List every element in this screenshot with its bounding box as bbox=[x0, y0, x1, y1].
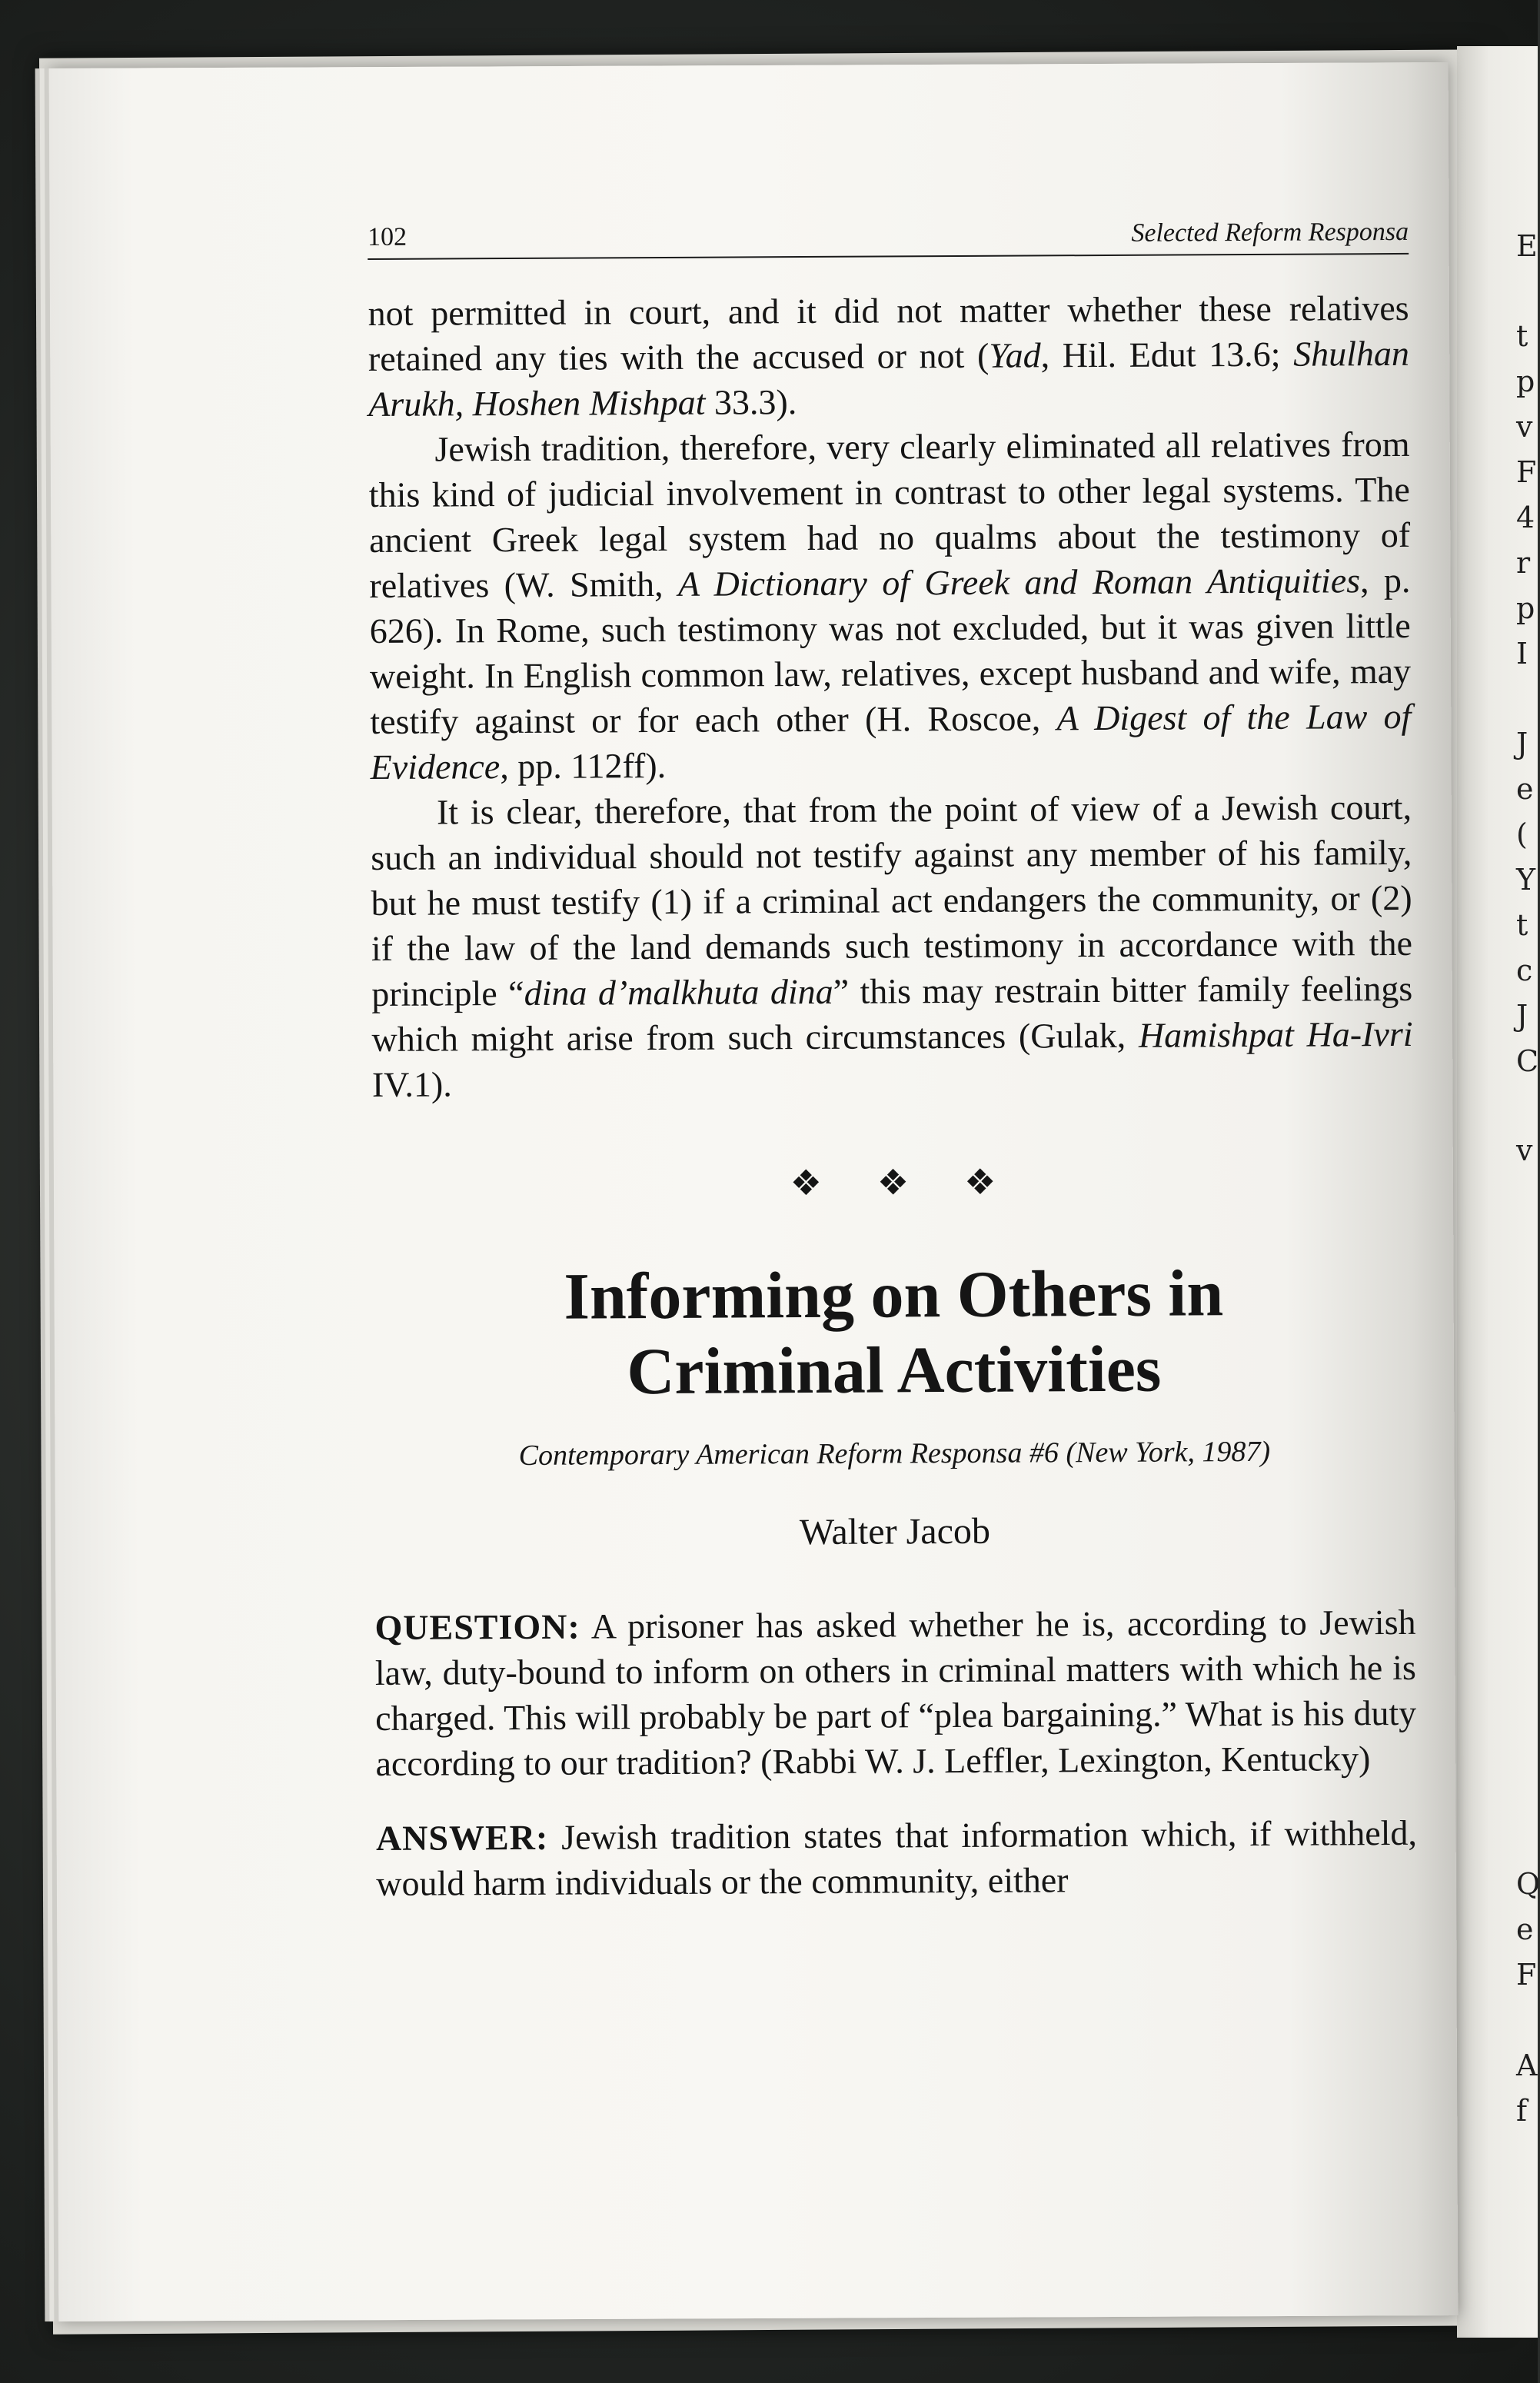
edge-letter: C bbox=[1516, 1044, 1539, 1078]
question-label: QUESTION: bbox=[374, 1606, 580, 1647]
ornament-icon: ❖ bbox=[876, 1163, 940, 1203]
edge-letter: v bbox=[1516, 1133, 1533, 1167]
edge-letter: A bbox=[1516, 2049, 1538, 2082]
edge-letter: t bbox=[1516, 908, 1528, 942]
edge-letter: e bbox=[1516, 772, 1534, 806]
answer-label: ANSWER: bbox=[375, 1817, 549, 1858]
edge-letter: J bbox=[1516, 727, 1528, 760]
paragraph-continuation: not permitted in court, and it did not matter whether these relatives retained any ties with the accused or not (Yad, Hil. Edut 13.6; Shulhan Arukh, Hoshen Mishpat 33.3). bbox=[368, 288, 1410, 424]
edge-letter: f bbox=[1516, 2094, 1528, 2128]
edge-letter: Y bbox=[1516, 863, 1536, 897]
book-title: Selected Reform Responsa bbox=[1131, 217, 1409, 248]
page-text bbox=[368, 218, 1417, 1906]
edge-letter: r bbox=[1516, 546, 1531, 580]
edge-letter: c bbox=[1516, 954, 1533, 987]
edge-letter: v bbox=[1516, 410, 1533, 444]
edge-letter: p bbox=[1516, 591, 1535, 625]
edge-letter: E bbox=[1516, 229, 1538, 263]
section-ornament bbox=[372, 1159, 1413, 1206]
edge-letter: t bbox=[1516, 319, 1528, 353]
paragraph-conclusion: It is clear, therefore, that from the point of view of a Jewish court, such an individual should not testify against any member of his family, but he must testify (1) if a criminal act endangers the community, or (2) if the law of the land demands such testimony in accordance with the principle “dina d’malkhuta dina” this may restrain bitter family feelings which might arise from such circumstances (Gulak, Hamishpat Ha-Ivri IV.1). bbox=[371, 787, 1413, 1104]
ornament-icon: ❖ bbox=[790, 1163, 853, 1203]
running-head bbox=[368, 218, 1409, 260]
edge-letter: 4 bbox=[1516, 501, 1535, 534]
edge-letter: p bbox=[1516, 364, 1535, 398]
question-paragraph: QUESTION: A prisoner has asked whether he is, according to Jewish law, duty-bound to inform on others in criminal matters with which he is charged. This will probably be part of “plea bargaining.” What is his duty according to our tradition? (Rabbi W. J. Leffler, Lexington, Kentucky) bbox=[374, 1602, 1417, 1783]
edge-letter: F bbox=[1516, 1958, 1537, 1992]
article-subtitle: Contemporary American Reform Responsa #6 (New York, 1987) bbox=[518, 1435, 1271, 1472]
edge-letter: I bbox=[1516, 637, 1528, 671]
article-title: Informing on Others in Criminal Activities bbox=[564, 1256, 1224, 1409]
article-author: Walter Jacob bbox=[799, 1510, 991, 1553]
edge-letter: J bbox=[1516, 999, 1528, 1033]
answer-paragraph: ANSWER: Jewish tradition states that information which, if withheld, would harm individuals or the community, either bbox=[375, 1812, 1418, 1903]
edge-letter: ( bbox=[1516, 817, 1528, 851]
ornament-icon: ❖ bbox=[964, 1162, 1027, 1202]
page-number: 102 bbox=[368, 222, 407, 251]
paragraph-relatives: Jewish tradition, therefore, very clearly eliminated all relatives from this kind of judicial involvement in contrast to other legal systems. The ancient Greek legal system had no qualms about the testimony of relatives (W. Smith, A Dictionary of Greek and Roman Antiquities, p. 626). In Rome, such testimony was not excluded, but it was given little weight. In English common law, relatives, except husband and wife, may testify against or for each other (H. Roscoe, A Digest of the Law of Evidence, pp. 112ff). bbox=[368, 424, 1412, 787]
next-page-letters bbox=[1515, 0, 1538, 2383]
edge-letter: e bbox=[1516, 1912, 1534, 1946]
edge-letter: Q bbox=[1516, 1867, 1540, 1901]
edge-letter: F bbox=[1516, 455, 1537, 489]
